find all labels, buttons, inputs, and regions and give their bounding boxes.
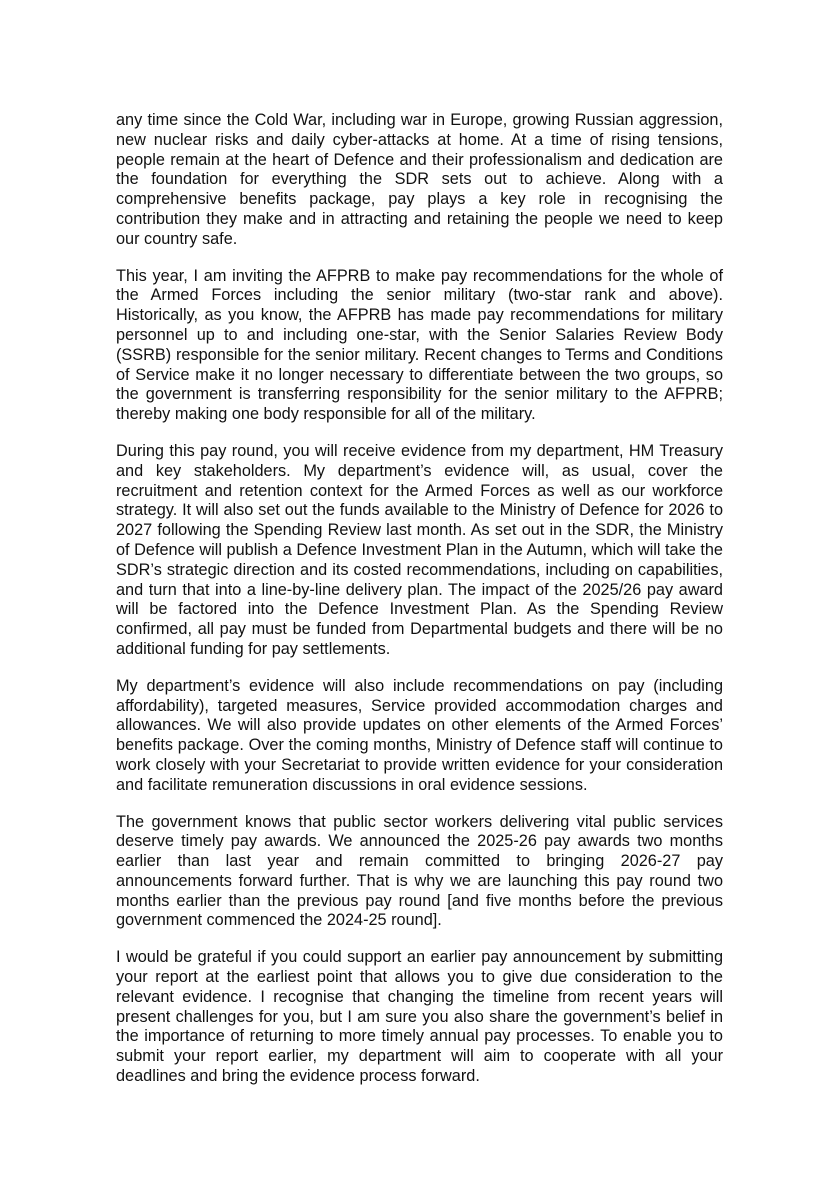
letter-body — [116, 111, 723, 1104]
paragraph-1: any time since the Cold War, including war in Europe, growing Russian aggression, new nuclear risks and daily cyber-attacks at home. At a time of rising tensions, people remain at the heart of Defence and their professionalism and dedication are the foundation for everything the SDR sets out to achieve. Along with a comprehensive benefits package, pay plays a key role in recognising the contribution they make and in attracting and retaining the people we need to keep our country safe. — [116, 111, 723, 248]
paragraph-5: The government knows that public sector workers delivering vital public services deserve timely pay awards. We announced the 2025-26 pay awards two months earlier than last year and remain committed to bringing 2026-27 pay announcements forward further. That is why we are launching this pay round two months earlier than the previous pay round [and five months before the previous government commenced the 2024-25 round]. — [116, 812, 723, 930]
paragraph-4: My department’s evidence will also include recommendations on pay (including affordability), targeted measures, Service provided accommodation charges and allowances. We will also provide updates on other elements of the Armed Forces’ benefits package. Over the coming months, Ministry of Defence staff will continue to work closely with your Secretariat to provide written evidence for your consideration and facilitate remuneration discussions in oral evidence sessions. — [116, 676, 723, 794]
paragraph-6: I would be grateful if you could support an earlier pay announcement by submitting your report at the earliest point that allows you to give due consideration to the relevant evidence. I recognise that changing the timeline from recent years will present challenges for you, but I am sure you also share the government’s belief in the importance of returning to more timely annual pay processes. To enable you to submit your report earlier, my department will aim to cooperate with all your deadlines and bring the evidence process forward. — [116, 948, 723, 1086]
paragraph-3: During this pay round, you will receive evidence from my department, HM Treasury and key stakeholders. My department’s evidence will, as usual, cover the recruitment and retention context for the Armed Forces as well as our workforce strategy. It will also set out the funds available to the Ministry of Defence for 2026 to 2027 following the Spending Review last month. As set out in the SDR, the Ministry of Defence will publish a Defence Investment Plan in the Autumn, which will take the SDR’s strategic direction and its costed recommendations, including on capabilities, and turn that into a line-by-line delivery plan. The impact of the 2025/26 pay award will be factored into the Defence Investment Plan. As the Spending Review confirmed, all pay must be funded from Departmental budgets and there will be no additional funding for pay settlements. — [116, 441, 723, 658]
paragraph-2: This year, I am inviting the AFPRB to make pay recommendations for the whole of the Armed Forces including the senior military (two-star rank and above). Historically, as you know, the AFPRB has made pay recommendations for military personnel up to and including one-star, with the Senior Salaries Review Body (SSRB) responsible for the senior military. Recent changes to Terms and Conditions of Service make it no longer necessary to differentiate between the two groups, so the government is transferring responsibility for the senior military to the AFPRB; thereby making one body responsible for all of the military. — [116, 266, 723, 424]
